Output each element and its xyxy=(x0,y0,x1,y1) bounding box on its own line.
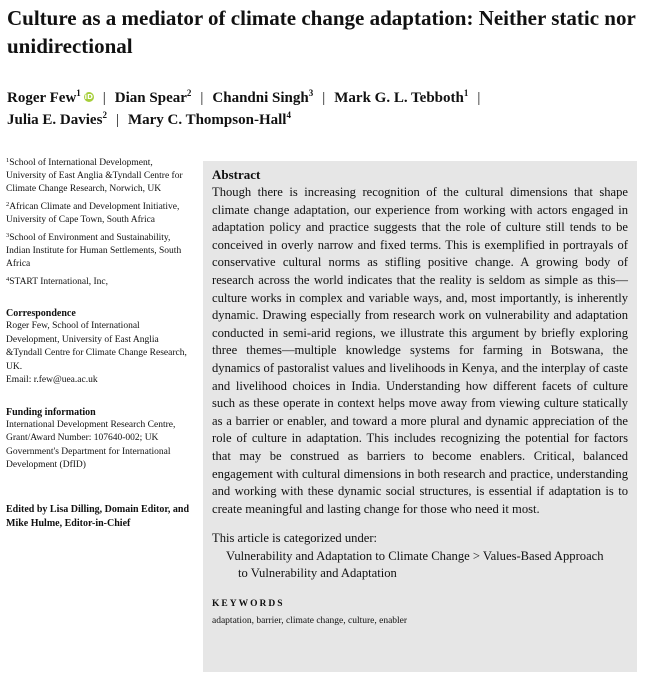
abstract-body: Though there is increasing recognition of the cultural dimensions that shape climate change adaptation, our experience from working with actors engaged in adaptation policy and practice suggests that the role of culture still tends to be conceived in overly narrow and fixed terms. This is exemplified in portrayals of conservative cultural norms as stifling positive change. A growing body of research across the world indicates that the reality is seldom as simple as this—culture works in complex and variable ways, and, most importantly, is inherently dynamic. Drawing especially from research work on vulnerability and adaptation conducted in semi-arid regions, we illustrate this argument by briefly exploring three themes—multiple knowledge systems for farming in Botswana, the dynamics of pastoralist values and livelihoods in Kenya, and the interplay of caste and livelihood choices in India. Understanding how different facets of culture such as these operate in context helps move away from viewing culture statically as a barrier or enabler, and toward a more plural and dynamic appreciation of the role of culture in adaptation. This includes recognizing the potential for factors that may be construed as barriers to become enablers. Critical, balanced engagement with cultural dimensions in both research and practice, understanding and working with these dynamic social structures, is essential if adaptation is to create meaningful and lasting change for those who need it most. xyxy=(212,185,628,516)
author[interactable]: Mark G. L. Tebboth$^1$ xyxy=(334,88,469,106)
article-sidebar xyxy=(6,157,192,531)
categorized-intro: This article is categorized under: xyxy=(212,531,378,546)
affiliation: $^4$START International, Inc, xyxy=(6,276,108,287)
keywords-list: adaptation, barrier, climate change, culture, enabler xyxy=(212,616,408,627)
author[interactable]: Dian Spear$^2$ xyxy=(114,88,192,106)
keywords-heading: KEYWORDS xyxy=(212,599,285,610)
author-separator: | xyxy=(477,90,481,106)
author[interactable]: Roger Few$^1$ xyxy=(7,88,81,106)
correspondence-heading: Correspondence xyxy=(6,308,76,319)
author-separator: | xyxy=(115,112,119,128)
funding-text: International Development Research Centre, Grant/Award Number: 107640-002; UK Government's Department for International Development (DfID) xyxy=(6,419,176,470)
author-separator: | xyxy=(322,90,326,106)
author[interactable]: Chandni Singh$^3$ xyxy=(212,88,314,106)
abstract-panel xyxy=(203,161,637,672)
orcid-icon[interactable]: iD xyxy=(84,93,93,101)
article-title: Culture as a mediator of climate change adaptation: Neither static nor unidirectional xyxy=(7,6,636,58)
author[interactable]: Mary C. Thompson-Hall$^4$ xyxy=(127,110,291,128)
correspondence-text: Roger Few, School of International Development, University of East Anglia &Tyndall Centre for Climate Change Research, UK. xyxy=(6,321,187,372)
affiliation: $^2$African Climate and Development Initiative, University of Cape Town, South Africa xyxy=(6,201,180,225)
author-separator: | xyxy=(200,90,204,106)
funding-heading: Funding information xyxy=(6,406,96,418)
affiliation: $^3$School of Environment and Sustainability, Indian Institute for Human Settlements, South Africa xyxy=(6,232,182,269)
category-link[interactable]: Vulnerability and Adaptation to Climate Change > Values-Based Approach to Vulnerability and Adaptation xyxy=(226,548,604,581)
abstract-heading: Abstract xyxy=(212,167,261,182)
affiliation: $^1$School of International Development, University of East Anglia &Tyndall Centre for Climate Change Research, Norwich, UK xyxy=(6,157,183,194)
author-separator: | xyxy=(102,90,106,106)
edited-by: Edited by Lisa Dilling, Domain Editor, and Mike Hulme, Editor-in-Chief xyxy=(6,503,190,529)
author[interactable]: Julia E. Davies$^2$ xyxy=(7,110,107,128)
correspondence-email[interactable]: Email: r.few@uea.ac.uk xyxy=(6,375,98,385)
author-list xyxy=(7,87,647,131)
